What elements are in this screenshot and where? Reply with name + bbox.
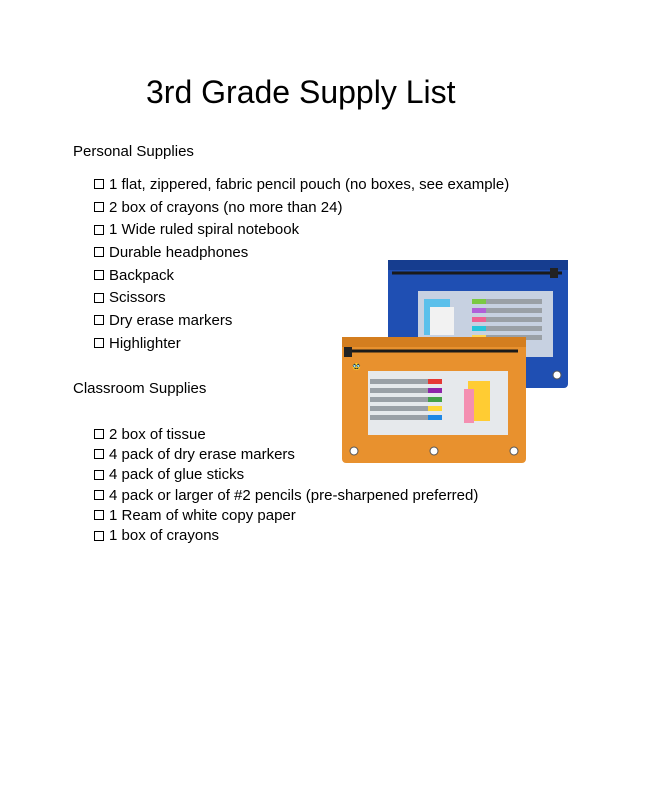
list-item <box>94 465 478 485</box>
checkbox[interactable] <box>94 470 104 480</box>
checkbox[interactable] <box>94 531 104 541</box>
orange-pouch <box>342 337 526 463</box>
list-item <box>94 485 478 505</box>
list-item-label: Highlighter <box>109 334 181 352</box>
list-item-label: 2 box of tissue <box>109 425 206 443</box>
classroom-supplies-heading: Classroom Supplies <box>73 380 207 397</box>
list-item-label: Backpack <box>109 266 175 284</box>
list-item <box>94 173 509 196</box>
checkbox[interactable] <box>94 293 104 303</box>
list-item-label: 4 pack of dry erase markers <box>109 445 295 463</box>
list-item-label: Durable headphones <box>109 243 249 261</box>
list-item-label: 4 pack or larger of #2 pencils (pre-sharpened preferred) <box>109 486 479 504</box>
list-item-label: 1 flat, zippered, fabric pencil pouch (no boxes, see example) <box>109 175 510 193</box>
list-item-label: 4 pack of glue sticks <box>109 466 245 484</box>
list-item <box>94 505 478 525</box>
checkbox[interactable] <box>94 202 104 212</box>
checkbox[interactable] <box>94 315 104 325</box>
list-item-label: 1 Ream of white copy paper <box>109 506 296 524</box>
checkbox[interactable] <box>94 338 104 348</box>
list-item-label: 1 box of crayons <box>109 527 220 545</box>
checkbox[interactable] <box>94 247 104 257</box>
checkbox[interactable] <box>94 429 104 439</box>
personal-supplies-heading: Personal Supplies <box>73 143 194 160</box>
checkbox[interactable] <box>94 225 104 235</box>
list-item <box>94 196 509 219</box>
list-item-label: 1 Wide ruled spiral notebook <box>109 221 300 239</box>
pencil-pouch-example-image <box>340 255 572 467</box>
checkbox[interactable] <box>94 270 104 280</box>
checkbox[interactable] <box>94 179 104 189</box>
list-item-label: Dry erase markers <box>109 311 233 329</box>
page-title: 3rd Grade Supply List <box>146 74 456 110</box>
checkbox[interactable] <box>94 449 104 459</box>
list-item <box>94 218 509 241</box>
checkbox[interactable] <box>94 510 104 520</box>
list-item <box>94 525 478 545</box>
checkbox[interactable] <box>94 490 104 500</box>
list-item-label: 2 box of crayons (no more than 24) <box>109 198 343 216</box>
list-item-label: Scissors <box>109 289 166 307</box>
svg-text:🥸: 🥸 <box>352 363 361 371</box>
